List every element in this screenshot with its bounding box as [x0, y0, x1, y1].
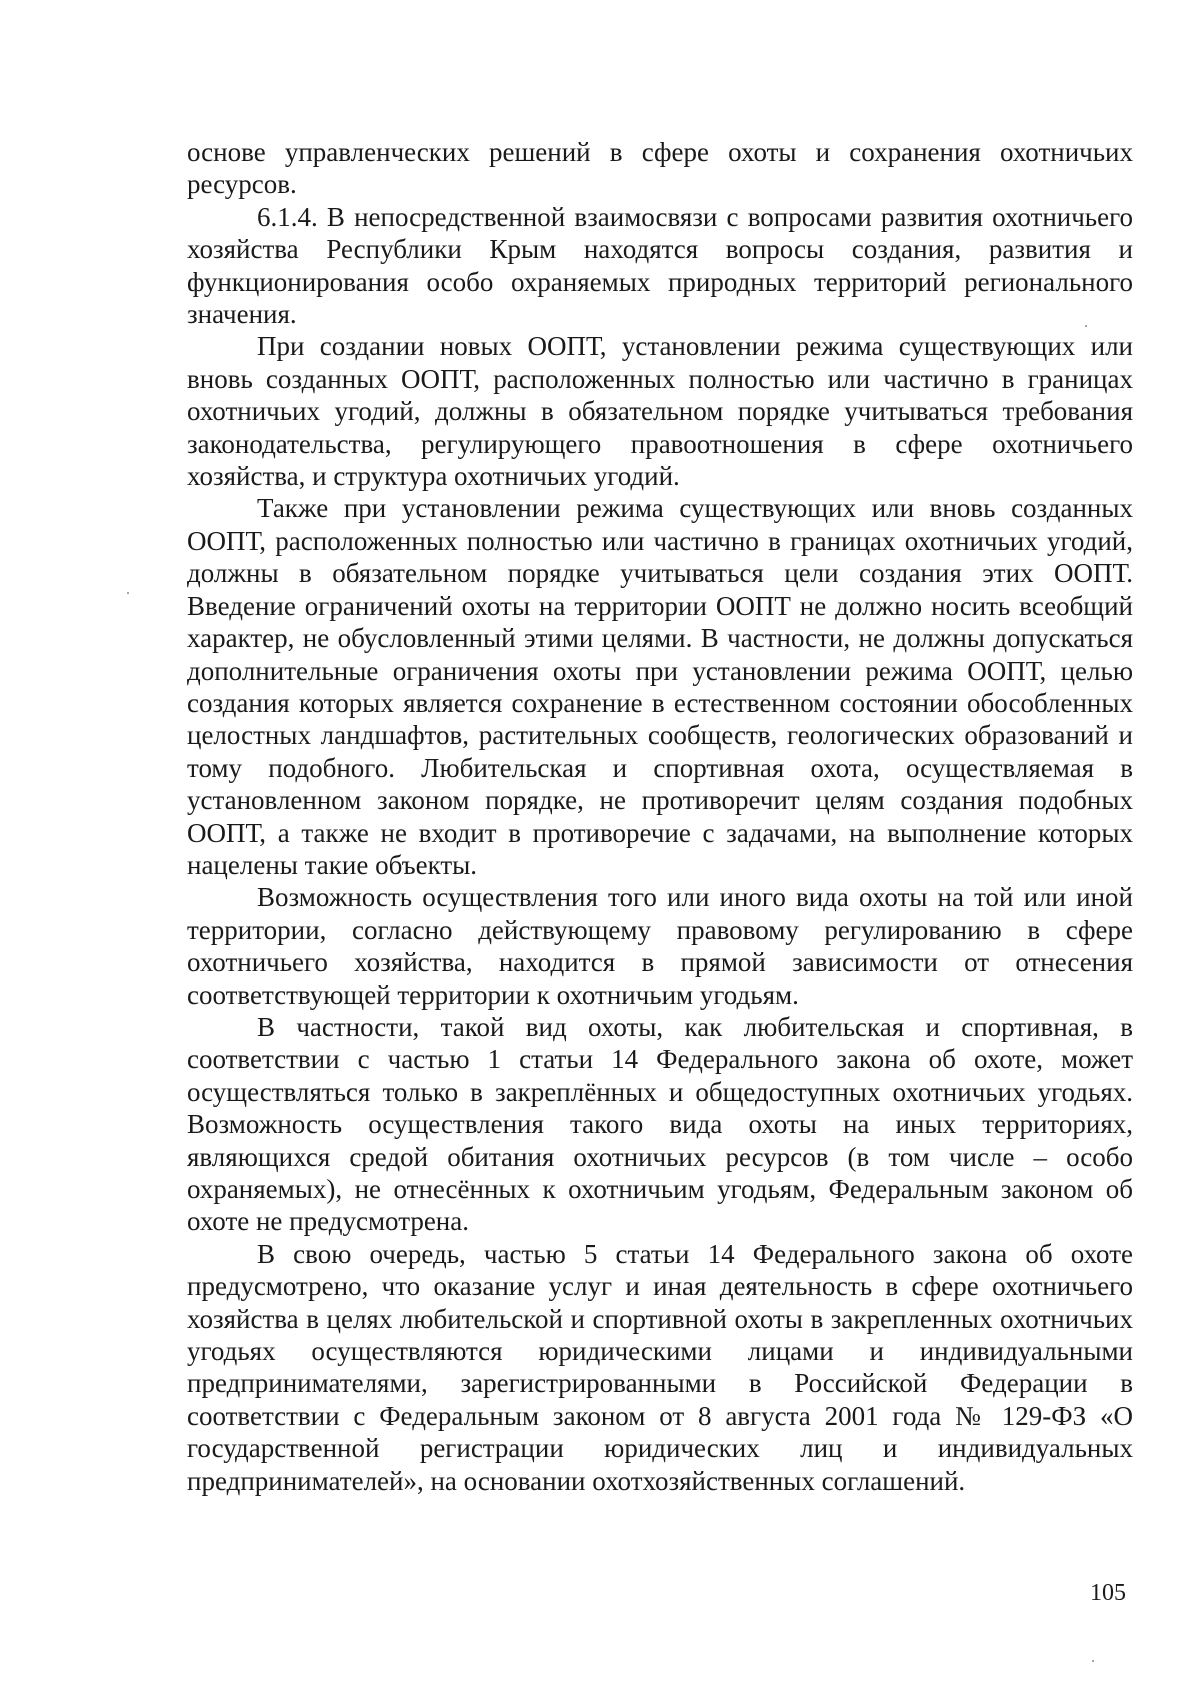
scan-speck — [1085, 325, 1087, 327]
scan-speck — [1092, 1660, 1094, 1662]
page-number: 105 — [1090, 1580, 1126, 1606]
paragraph-oopt-creation: При создании новых ООПТ, установлении режима существующих или вновь созданных ООПТ, расположенных полностью или частично в границах охотничьих угодий, должны в обязательном порядке учитываться требования законодательства, регулирующего правоотношения в сфере охотничьего хозяйства, и структура охотничьих угодий. — [187, 331, 1133, 492]
paragraph-oopt-regime: Также при установлении режима существующих или вновь созданных ООПТ, расположенных полностью или частично в границах охотничьих угодий, должны в обязательном порядке учитываться цели создания этих ООПТ. Введение ограничений охоты на территории ООПТ не должно носить всеобщий характер, не обусловленный этими целями. В частности, не должны допускаться дополнительные ограничения охоты при установлении режима ООПТ, целью создания которых является сохранение в естественном состоянии обособленных целостных ландшафтов, растительных сообществ, геологических образований и тому подобного. Любительская и спортивная охота, осуществляемая в установленном законом порядке, не противоречит целям создания подобных ООПТ, а также не входит в противоречие с задачами, на выполнение которых нацелены такие объекты. — [187, 493, 1133, 880]
paragraph-amateur-sport-hunting: В частности, такой вид охоты, как любительская и спортивная, в соответствии с частью 1 статьи 14 Федерального закона об охоте, может осуществляться только в закреплённых и общедоступных охотничьих угодьях. Возможность осуществления такого вида охоты на иных территориях, являющихся средой обитания охотничьих ресурсов (в том числе – особо охраняемых), не отнесённых к охотничьим угодьям, Федеральным законом об охоте не предусмотрена. — [187, 1011, 1133, 1237]
paragraph-continuation: основе управленческих решений в сфере охоты и сохранения охотничьих ресурсов. — [187, 137, 1133, 200]
document-body — [187, 136, 1133, 1497]
paragraph-section-6-1-4: 6.1.4. В непосредственной взаимосвязи с вопросами развития охотничьего хозяйства Республики Крым находятся вопросы создания, развития и функционирования особо охраняемых природных территорий регионального значения. — [187, 201, 1133, 330]
paragraph-hunting-possibility: Возможность осуществления того или иного вида охоты на той или иной территории, согласно действующему правовому регулированию в сфере охотничьего хозяйства, находится в прямой зависимости от отнесения соответствующей территории к охотничьим угодьям. — [187, 882, 1133, 1010]
paragraph-services-agreements: В свою очередь, частью 5 статьи 14 Федерального закона об охоте предусмотрено, что оказание услуг и иная деятельность в сфере охотничьего хозяйства в целях любительской и спортивной охоты в закрепленных охотничьих угодьях осуществляются юридическими лицами и индивидуальными предпринимателями, зарегистрированными в Российской Федерации в соответствии с Федеральным законом от 8 августа 2001 года № 129-ФЗ «О государственной регистрации юридических лиц и индивидуальных предпринимателей», на основании охотхозяйственных соглашений. — [187, 1238, 1133, 1496]
scan-speck — [127, 592, 129, 594]
